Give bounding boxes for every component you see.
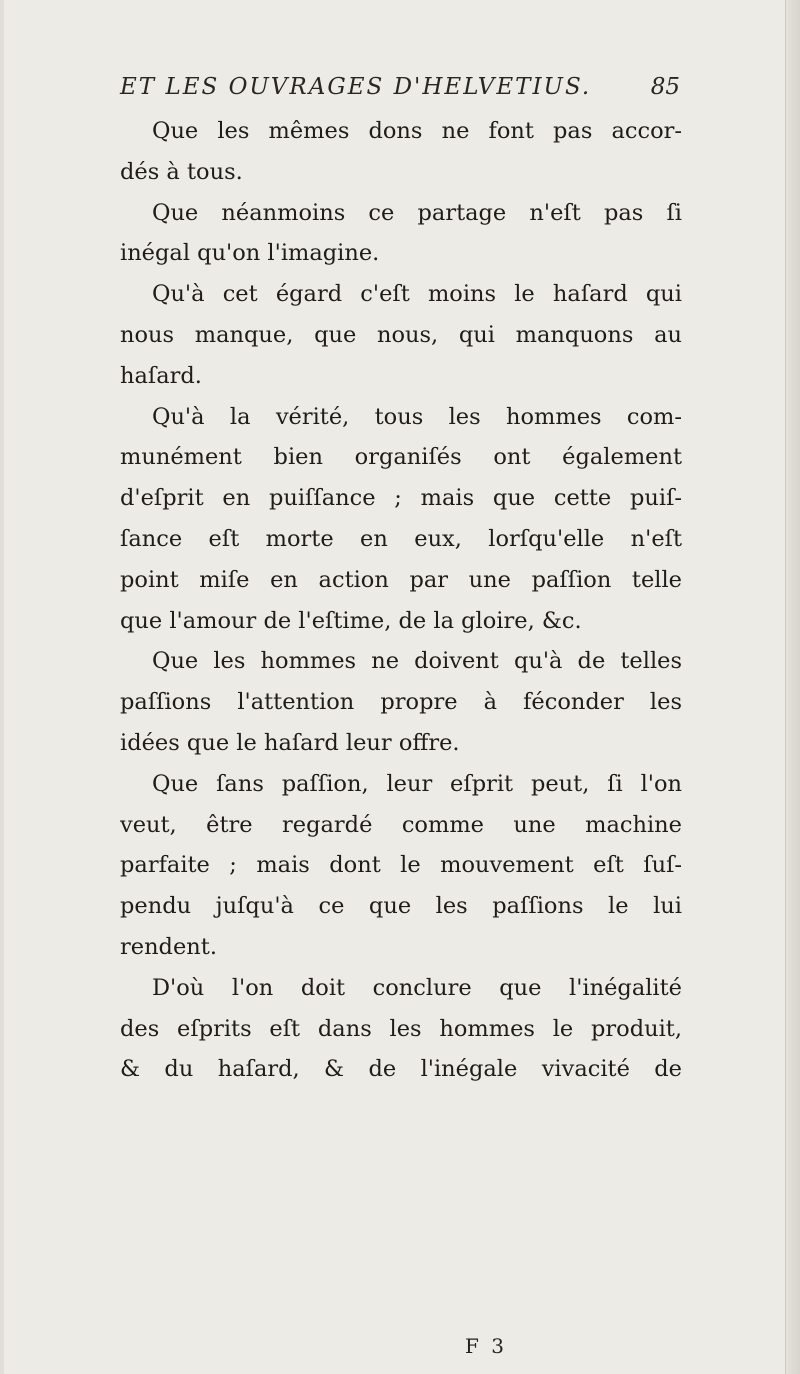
text-line: idées que le haſard leur offre. <box>120 729 460 756</box>
text-line: pendu juſqu'à ce que les paſſions le lui <box>120 893 682 920</box>
page-number: 85 <box>650 74 680 100</box>
text-line: paſſions l'attention propre à féconder les <box>120 689 682 716</box>
text-line: parfaite ; mais dont le mouvement eſt ſuſ- <box>120 852 682 879</box>
text-line: rendent. <box>120 933 217 960</box>
text-line: dés à tous. <box>120 158 243 185</box>
page-left-edge <box>0 0 4 1374</box>
body-text <box>120 111 682 1090</box>
running-head <box>120 74 680 100</box>
page-right-edge <box>785 0 800 1374</box>
text-line: Que ſans paſſion, leur eſprit peut, ſi l'on <box>152 770 682 797</box>
text-line: ſance eſt morte en eux, lorſqu'elle n'eſt <box>120 525 682 552</box>
text-line: Qu'à la vérité, tous les hommes com- <box>152 403 682 430</box>
text-line: & du haſard, & de l'inégale vivacité de <box>120 1056 682 1083</box>
text-line: des eſprits eſt dans les hommes le produit, <box>120 1015 682 1042</box>
text-line: point miſe en action par une paſſion telle <box>120 566 682 593</box>
text-line: Que les hommes ne doivent qu'à de telles <box>152 648 682 675</box>
text-line: Que les mêmes dons ne font pas accor- <box>152 118 682 144</box>
text-line: Que néanmoins ce partage n'eſt pas ſi <box>152 199 682 226</box>
text-line: Qu'à cet égard c'eſt moins le haſard qui <box>152 281 682 308</box>
text-line: munément bien organiſés ont également <box>120 444 682 471</box>
text-line: inégal qu'on l'imagine. <box>120 240 380 267</box>
text-line: veut, être regardé comme une machine <box>120 811 682 838</box>
text-line: d'eſprit en puiſſance ; mais que cette puiſ- <box>120 485 682 512</box>
running-title: ET LES OUVRAGES D'HELVETIUS. <box>120 74 592 100</box>
text-line: que l'amour de l'eſtime, de la gloire, &c. <box>120 607 582 634</box>
signature-mark: F 3 <box>465 1334 507 1358</box>
text-line: D'où l'on doit conclure que l'inégalité <box>152 974 682 1001</box>
text-line: nous manque, que nous, qui manquons au <box>120 321 682 348</box>
text-line: haſard. <box>120 362 202 389</box>
